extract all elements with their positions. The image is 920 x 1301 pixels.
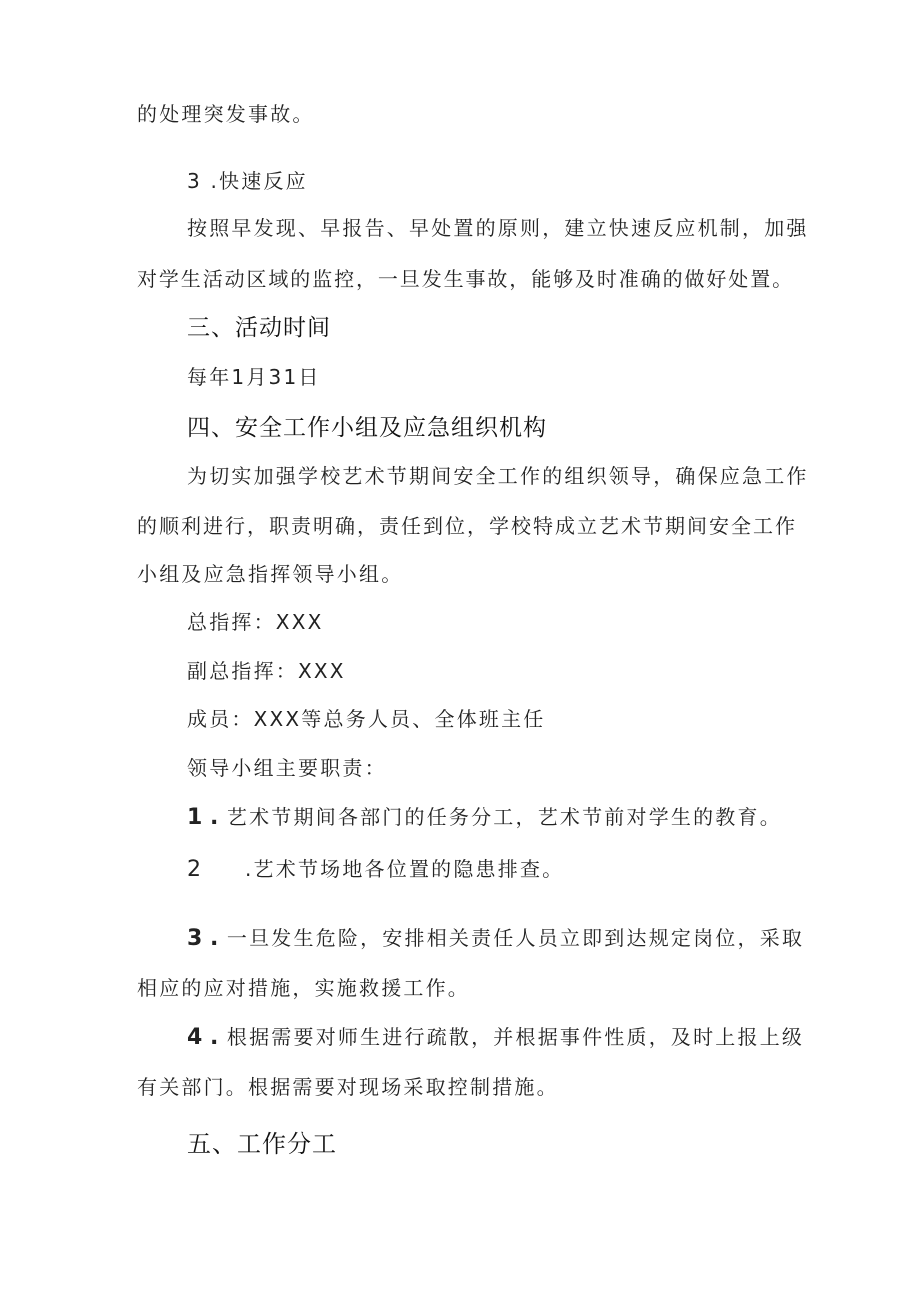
duty-2-text: .艺术节场地各位置的隐患排查。 (245, 857, 565, 881)
duty-1-text: 艺术节期间各部门的任务分工，艺术节前对学生的教育。 (226, 805, 782, 829)
duty-3-text-1: 一旦发生危险，安排相关责任人员立即到达规定岗位，采取 (226, 926, 805, 950)
section-3-body-line-2: 对学生活动区域的监控，一旦发生事故，能够及时准确的做好处置。 (137, 267, 794, 291)
duty-4-line-1 (187, 1023, 804, 1052)
heading-work-division: 五、工作分工 (187, 1130, 337, 1158)
duty-1-number: 1 . (187, 805, 219, 830)
duty-3-line-2: 相应的应对措施，实施救援工作。 (137, 976, 470, 1000)
duties-title: 领导小组主要职责： (187, 756, 387, 780)
members: 成员：XXX等总务人员、全体班主任 (187, 707, 546, 731)
duty-2-number: 2 (187, 857, 201, 882)
vice-chief-commander: 副总指挥：XXX (187, 659, 346, 683)
duty-1 (187, 803, 782, 832)
section-4-body-line-2: 的顺利进行，职责明确，责任到位，学校特成立艺术节期间安全工作 (137, 514, 797, 538)
section-4-body-line-3: 小组及应急指挥领导小组。 (137, 562, 404, 586)
section-4-body-line-1: 为切实加强学校艺术节期间安全工作的组织领导，确保应急工作 (187, 464, 809, 488)
chief-commander: 总指挥：XXX (187, 610, 324, 634)
duty-3-number: 3 . (187, 926, 219, 951)
duty-3-line-1 (187, 924, 804, 953)
duty-2 (187, 855, 564, 884)
heading-safety-group: 四、安全工作小组及应急组织机构 (187, 415, 547, 441)
duty-4-text-1: 根据需要对师生进行疏散，并根据事件性质，及时上报上级 (226, 1025, 805, 1049)
section-3-body-line-1: 按照早发现、早报告、早处置的原则，建立快速反应机制，加强 (187, 216, 809, 240)
activity-date: 每年1月31日 (187, 365, 321, 389)
heading-activity-time: 三、活动时间 (187, 315, 331, 341)
duty-4-line-2: 有关部门。根据需要对现场采取控制措施。 (137, 1075, 559, 1099)
section-3-title: 3 .快速反应 (187, 169, 308, 193)
duty-4-number: 4 . (187, 1025, 219, 1050)
paragraph-continued: 的处理突发事故。 (137, 102, 315, 126)
